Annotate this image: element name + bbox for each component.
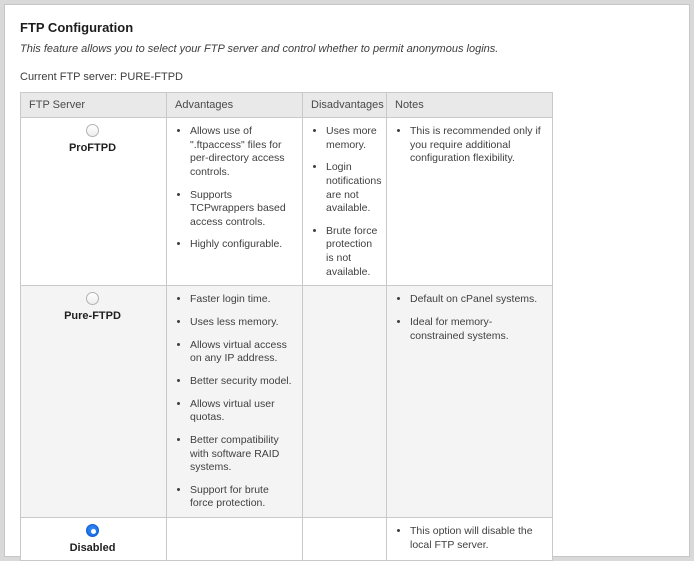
list-item: • Faster login time.	[190, 293, 294, 307]
ftp-configuration-page	[9, 9, 685, 555]
table-row-disabled	[21, 518, 553, 561]
proftpd-disadvantages-cell	[303, 118, 387, 286]
list-item: • Allows virtual user quotas.	[190, 398, 294, 425]
pureftpd-advantages-cell	[167, 286, 303, 518]
list-item: • Uses less memory.	[190, 316, 294, 330]
disabled-server-cell	[21, 518, 167, 561]
list-item: • Better security model.	[190, 375, 294, 389]
list-item: • Supports TCPwrappers based access controls.	[190, 189, 294, 230]
disabled-label: Disabled	[69, 542, 116, 555]
table-row-pureftpd	[21, 286, 553, 518]
list-item: • Brute force protection is not available.	[326, 225, 378, 280]
pureftpd-notes-cell	[387, 286, 553, 518]
proftpd-server-cell	[21, 118, 167, 286]
disabled-disadvantages-cell	[303, 518, 387, 561]
ftp-server-radio-proftpd[interactable]	[86, 124, 99, 137]
list-item: • Default on cPanel systems.	[410, 293, 544, 307]
list-item: • This is recommended only if you require additional configuration flexibility.	[410, 125, 544, 166]
proftpd-notes-cell	[387, 118, 553, 286]
current-ftp-server-text: Current FTP server: PURE-FTPD	[20, 71, 183, 83]
page-description: This feature allows you to select your FTP server and control whether to permit anonymous logins.	[20, 43, 499, 55]
list-item: • Highly configurable.	[190, 238, 294, 252]
table-row-proftpd	[21, 118, 553, 286]
disabled-notes-cell	[387, 518, 553, 561]
ftp-server-radio-pureftpd[interactable]	[86, 292, 99, 305]
pureftpd-label: Pure-FTPD	[64, 310, 121, 323]
column-header-disadvantages: Disadvantages	[303, 93, 387, 118]
list-item: • Support for brute force protection.	[190, 484, 294, 511]
ftp-server-comparison-table	[20, 92, 553, 561]
list-item: • This option will disable the local FTP server.	[410, 525, 544, 552]
table-header-row	[21, 93, 553, 118]
list-item: • Allows use of ".ftpaccess" files for per-directory access controls.	[190, 125, 294, 180]
list-item: • Better compatibility with software RAID systems.	[190, 434, 294, 475]
ftp-server-radio-disabled[interactable]	[86, 524, 99, 537]
column-header-advantages: Advantages	[167, 93, 303, 118]
proftpd-label: ProFTPD	[68, 142, 117, 154]
column-header-ftp-server: FTP Server	[21, 93, 167, 118]
pureftpd-server-cell	[21, 286, 167, 518]
list-item: • Ideal for memory-constrained systems.	[410, 316, 544, 343]
column-header-notes: Notes	[387, 93, 553, 118]
disabled-advantages-cell	[167, 518, 303, 561]
proftpd-advantages-cell	[167, 118, 303, 286]
list-item: • Uses more memory.	[326, 125, 378, 152]
page-title: FTP Configuration	[20, 20, 134, 35]
list-item: • Login notifications are not available.	[326, 161, 378, 216]
pureftpd-disadvantages-cell	[303, 286, 387, 518]
list-item: • Allows virtual access on any IP address.	[190, 339, 294, 366]
